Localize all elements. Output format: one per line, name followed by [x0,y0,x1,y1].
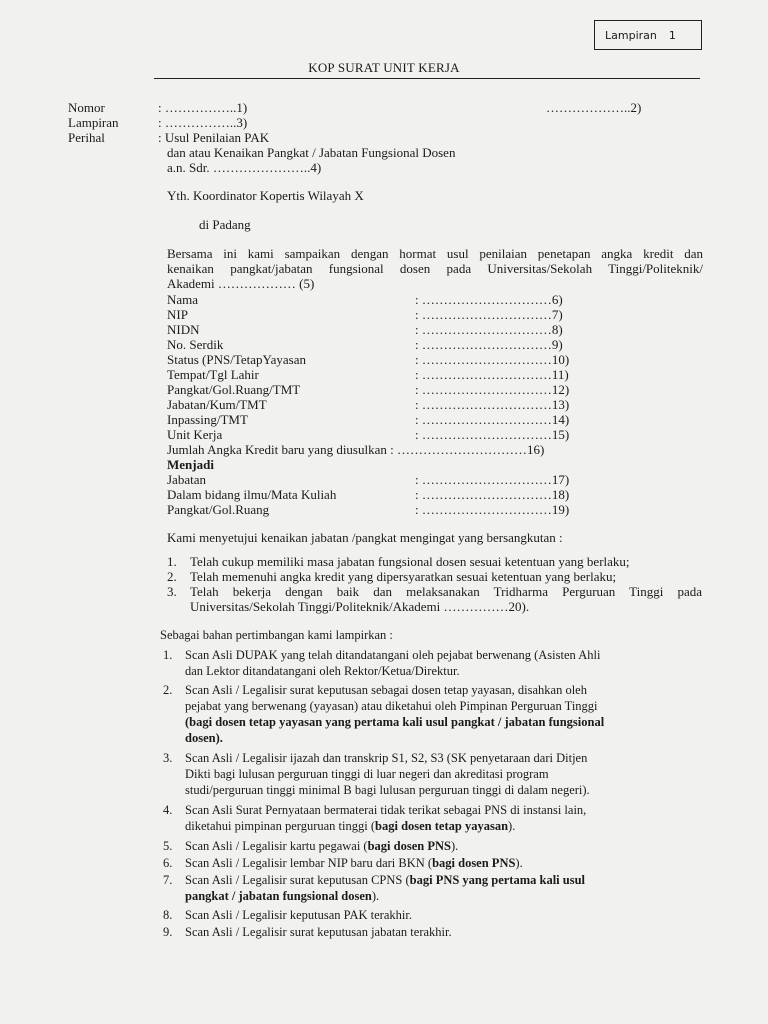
attach-item-text: Scan Asli / Legalisir ijazah dan transkrip S1, S2, S3 (SK penyetaraan dari Ditjen [185,751,588,765]
field-label: Jabatan [167,472,206,487]
field-label: Nama [167,292,199,307]
text-segment: Scan Asli / Legalisir kartu pegawai ( [185,839,368,853]
perihal-line-3: a.n. Sdr. …………………..4) [167,160,322,175]
intro-line-2: kenaikan pangkat/jabatan fungsional dosen pada Universitas/Sekolah Tinggi/Politeknik/ [167,261,703,276]
field-label: Pangkat/Gol.Ruang/TMT [167,382,301,397]
recipient-line-1: Yth. Koordinator Kopertis Wilayah X [167,188,364,203]
field-label: Inpassing/TMT [167,412,248,427]
text-segment: Scan Asli / Legalisir lembar NIP baru dari BKN ( [185,856,433,870]
attach-item-number: 5. [163,839,173,853]
text-segment: ). [508,819,516,833]
attach-item-number: 6. [163,856,173,870]
menjadi-heading: Menjadi [167,457,214,472]
attach-item-text: Scan Asli / Legalisir keputusan PAK terakhir. [185,908,412,922]
attach-item-number: 7. [163,873,173,887]
lampiran-value: : ……………..3) [158,115,248,130]
recipient-line-2: di Padang [199,217,251,232]
letterhead-title: KOP SURAT UNIT KERJA [308,60,460,75]
field-value: : …………………………9) [415,337,563,352]
attach-item-text-bold: dosen). [185,731,223,745]
lampiran-label: Lampiran [68,115,119,130]
attach-item-text: Scan Asli DUPAK yang telah ditandatangani oleh pejabat berwenang (Asisten Ahli [185,648,601,662]
list-item-number: 3. [167,584,177,599]
agree-intro: Kami menyetujui kenaikan jabatan /pangkat mengingat yang bersangkutan : [167,530,563,545]
attach-item-number: 9. [163,925,173,939]
bold-segment: bagi dosen tetap yayasan [375,819,509,833]
field-value: : …………………………11) [415,367,569,382]
attach-item-text: Scan Asli / Legalisir surat keputusan sebagai dosen tetap yayasan, disahkan oleh [185,683,587,697]
field-label: Pangkat/Gol.Ruang [167,502,270,517]
list-item-text: Telah bekerja dengan baik dan melaksanakan Tridharma Perguruan Tinggi pada [190,584,702,599]
text-segment: ). [450,839,459,853]
attach-item-number: 1. [163,648,173,662]
list-item-text-continued: Universitas/Sekolah Tinggi/Politeknik/Akademi ……………20). [190,599,530,614]
lampiran-box-label: Lampiran [605,28,657,42]
field-label: Tempat/Tgl Lahir [167,367,259,382]
list-item-number: 2. [167,569,177,584]
bold-segment: bagi PNS yang pertama kali usul [409,873,586,887]
attach-item-text-mixed [185,856,523,871]
lampiran-box [594,20,702,50]
attach-item-number: 2. [163,683,173,697]
perihal-value: : Usul Penilaian PAK [158,130,270,145]
attach-item-text: Scan Asli Surat Pernyataan bermaterai tidak terikat sebagai PNS di instansi lain, [185,803,587,817]
list-item-text: Telah cukup memiliki masa jabatan fungsional dosen sesuai ketentuan yang berlaku; [190,554,630,569]
field-label: Dalam bidang ilmu/Mata Kuliah [167,487,337,502]
nomor-label: Nomor [68,100,105,115]
field-value: : …………………………12) [415,382,570,397]
field-label: Jabatan/Kum/TMT [167,397,267,412]
field-value: : …………………………6) [415,292,563,307]
field-label: NIP [167,307,188,322]
list-item-text: Telah memenuhi angka kredit yang dipersyaratkan sesuai ketentuan yang berlaku; [190,569,617,584]
perihal-label: Perihal [68,130,105,145]
field-label: Unit Kerja [167,427,223,442]
text-segment: Scan Asli / Legalisir surat keputusan CPNS ( [185,873,410,887]
attach-item-number: 4. [163,803,173,817]
attach-item-text: dan Lektor ditandatangani oleh Rektor/Ketua/Direktur. [185,664,460,678]
attach-item-text: Scan Asli / Legalisir surat keputusan jabatan terakhir. [185,925,452,939]
attach-item-text: pejabat yang berwenang (yayasan) atau diketahui oleh Pimpinan Perguruan Tinggi [185,699,598,713]
field-value: : …………………………19) [415,502,570,517]
intro-line-1: Bersama ini kami sampaikan dengan hormat usul penilaian penetapan angka kredit dan [167,246,703,261]
text-segment: ). [371,889,380,903]
bold-segment: bagi dosen PNS [367,839,451,853]
field-value: : …………………………10) [415,352,570,367]
attach-item-text-mixed [185,819,515,834]
field-label: Status (PNS/TetapYayasan [167,352,306,367]
intro-line-3: Akademi ……………… (5) [167,276,315,291]
field-value: : …………………………17) [415,472,570,487]
date-placeholder: ………………..2) [546,100,642,115]
letterhead-divider [154,78,700,79]
field-value: : …………………………14) [415,412,570,427]
field-value: : …………………………13) [415,397,570,412]
text-segment: ). [515,856,523,870]
attach-intro: Sebagai bahan pertimbangan kami lampirkan : [160,628,393,642]
field-value: : …………………………18) [415,487,570,502]
attach-item-text-mixed [185,889,379,904]
nomor-value: : ……………..1) [158,100,248,115]
attach-item-number: 3. [163,751,173,765]
attach-item-text: Dikti bagi lulusan perguruan tinggi di luar negeri dan akreditasi program [185,767,549,781]
lampiran-box-number: 1 [668,28,676,42]
field-label: No. Serdik [167,337,224,352]
attach-item-number: 8. [163,908,173,922]
field-value: : …………………………7) [415,307,563,322]
field-label: NIDN [167,322,200,337]
list-item-number: 1. [167,554,177,569]
attach-item-text-mixed [185,873,585,888]
bold-segment: pangkat / jabatan fungsional dosen [185,889,372,903]
bold-segment: bagi dosen PNS [432,856,516,870]
attach-item-text-mixed [185,839,458,854]
attach-item-text-bold: (bagi dosen tetap yayasan yang pertama kali usul pangkat / jabatan fungsional [185,715,605,729]
text-segment: diketahui pimpinan perguruan tinggi ( [185,819,376,833]
perihal-line-2: dan atau Kenaikan Pangkat / Jabatan Fungsional Dosen [167,145,456,160]
field-value: : …………………………15) [415,427,570,442]
jumlah-row: Jumlah Angka Kredit baru yang diusulkan : …………………………16) [167,442,545,457]
attach-item-text: studi/perguruan tinggi minimal B bagi lulusan perguruan tinggi di dalam negeri). [185,783,590,797]
field-value: : …………………………8) [415,322,563,337]
